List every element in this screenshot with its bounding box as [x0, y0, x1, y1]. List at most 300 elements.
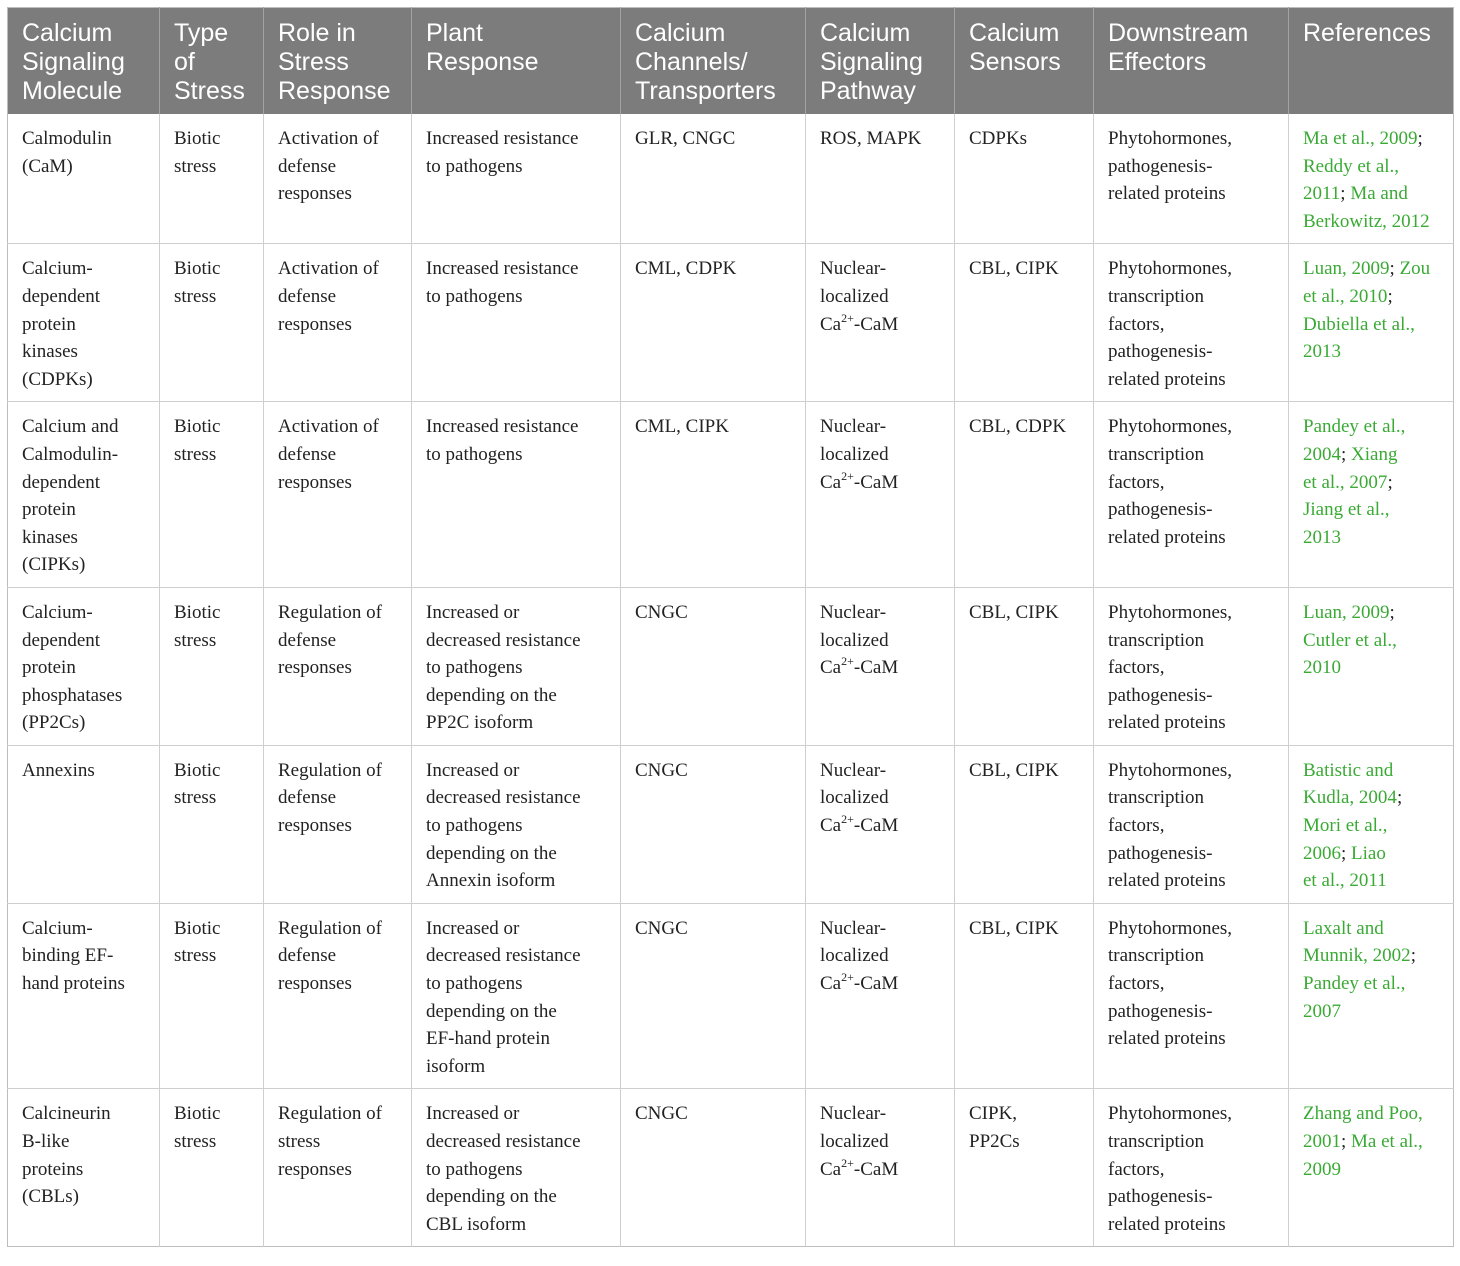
cell-effectors [1094, 114, 1289, 244]
cell-line: Biotic [174, 601, 221, 623]
reference-link[interactable]: Reddy et al., [1303, 155, 1400, 177]
cell-line: GLR, CNGC [635, 128, 736, 149]
cell-plant-response [412, 244, 621, 402]
cell-molecule [8, 587, 160, 745]
cell-line: Activation of [278, 128, 379, 149]
header-line: Signaling [820, 48, 923, 76]
cell-effectors [1094, 244, 1289, 402]
reference-link[interactable]: 2001 [1303, 1131, 1341, 1152]
cell-line: localized [820, 945, 889, 967]
cell-references [1289, 114, 1454, 244]
cell-line: Biotic [174, 128, 221, 149]
cell-line: protein [22, 499, 76, 521]
reference-separator: ; [1396, 787, 1403, 809]
reference-separator: ; [1389, 258, 1400, 280]
cell-line: Biotic [174, 759, 221, 781]
cell-line: Biotic [174, 917, 221, 939]
ca-cam-line: $Ca^{2+}$-CaM [820, 468, 899, 493]
cell-channels [621, 1089, 806, 1247]
cell-line: related proteins [1108, 526, 1226, 548]
reference-link[interactable]: Zou [1399, 258, 1431, 280]
cell-line: CNGC [635, 601, 688, 623]
cell-stress-type [160, 244, 264, 402]
cell-line: CML, CDPK [635, 258, 737, 280]
cell-plant-response [412, 745, 621, 903]
cell-line: stress [174, 787, 217, 809]
cell-line: responses [278, 815, 352, 837]
reference-line [1303, 1100, 1447, 1128]
cell-line: related proteins [1108, 1213, 1226, 1235]
cell-line: Calcium and [22, 416, 119, 438]
cell-line: CBL, CIPK [969, 601, 1059, 623]
cell-line: Phytohormones, [1108, 416, 1233, 438]
header-line: Role in [278, 19, 356, 47]
reference-link[interactable]: Pandey et al., [1303, 416, 1406, 438]
cell-stress-type [160, 402, 264, 588]
reference-separator: ; [1340, 183, 1351, 205]
cell-line: to pathogens [426, 285, 523, 307]
reference-line [1303, 496, 1447, 524]
header-line: Calcium [635, 19, 726, 47]
cell-line: localized [820, 787, 889, 809]
reference-link[interactable]: et al., 2011 [1303, 870, 1387, 892]
cell-line: CBL, CIPK [969, 258, 1059, 280]
cell-line: PP2Cs [969, 1131, 1020, 1152]
column-header-role [264, 8, 412, 115]
cell-line: related proteins [1108, 870, 1226, 892]
column-header-sensors [955, 8, 1094, 115]
table-row [8, 745, 1454, 903]
reference-link[interactable]: Batistic and [1303, 759, 1394, 781]
reference-line [1303, 469, 1447, 497]
reference-link[interactable]: Luan, 2009 [1303, 258, 1390, 280]
cell-sensors [955, 244, 1094, 402]
reference-line [1303, 125, 1447, 153]
reference-separator: ; [1417, 128, 1423, 149]
cell-stress-type [160, 587, 264, 745]
table-body [8, 114, 1454, 1247]
reference-link[interactable]: Kudla, 2004 [1303, 787, 1397, 809]
calcium-signaling-table [7, 7, 1454, 1247]
cell-line: Biotic [174, 416, 221, 438]
cell-line: CML, CIPK [635, 416, 729, 438]
cell-line: transcription [1108, 1131, 1205, 1152]
reference-link[interactable]: Ma et al., [1351, 1131, 1423, 1152]
reference-line [1303, 840, 1447, 868]
header-line: Response [426, 48, 539, 76]
cell-references [1289, 587, 1454, 745]
reference-link[interactable]: et al., 2010 [1303, 285, 1388, 307]
reference-line [1303, 441, 1447, 469]
cell-line: responses [278, 313, 352, 335]
reference-link[interactable]: Munnik, 2002 [1303, 945, 1411, 967]
reference-link[interactable]: 2007 [1303, 1000, 1341, 1022]
reference-link[interactable]: 2010 [1303, 657, 1341, 679]
cell-role [264, 244, 412, 402]
cell-line: to pathogens [426, 155, 523, 177]
reference-link[interactable]: 2011 [1303, 183, 1341, 205]
column-header-stress-type [160, 8, 264, 115]
cell-pathway [806, 114, 955, 244]
table-row [8, 587, 1454, 745]
reference-line [1303, 413, 1447, 441]
ca-cam-line: $Ca^{2+}$-CaM [820, 654, 899, 679]
cell-effectors [1094, 587, 1289, 745]
cell-role [264, 114, 412, 244]
cell-line: dependent [22, 471, 101, 493]
cell-line: Calcium- [22, 258, 93, 280]
cell-pathway [806, 402, 955, 588]
column-header-molecule [8, 8, 160, 115]
cell-line: protein [22, 313, 76, 335]
cell-molecule [8, 114, 160, 244]
cell-plant-response [412, 1089, 621, 1247]
cell-line: Regulation of [278, 1103, 382, 1125]
cell-line: decreased resistance [426, 945, 581, 967]
cell-line: responses [278, 973, 352, 995]
cell-line: Nuclear- [820, 917, 887, 939]
cell-line: CBL, CIPK [969, 917, 1059, 939]
cell-line: stress [174, 1131, 217, 1152]
cell-line: stress [174, 285, 217, 307]
cell-line: defense [278, 629, 337, 651]
cell-line: Biotic [174, 1103, 221, 1125]
header-line: Pathway [820, 77, 916, 105]
cell-effectors [1094, 903, 1289, 1089]
column-header-plant-response [412, 8, 621, 115]
ca-cam-line: $Ca^{2+}$-CaM [820, 310, 899, 335]
cell-line: phosphatases [22, 684, 123, 706]
cell-line: CBL, CDPK [969, 416, 1067, 438]
cell-line: localized [820, 285, 889, 307]
header-line: of [174, 48, 195, 76]
cell-pathway [806, 1089, 955, 1247]
reference-link[interactable]: Xiang [1351, 443, 1398, 465]
cell-line: to pathogens [426, 1158, 523, 1180]
column-header-channels [621, 8, 806, 115]
cell-line: Regulation of [278, 759, 382, 781]
cell-sensors [955, 114, 1094, 244]
cell-molecule [8, 903, 160, 1089]
reference-link[interactable]: 2013 [1303, 341, 1341, 363]
cell-line: Nuclear- [820, 416, 887, 438]
cell-line: kinases [22, 526, 78, 548]
reference-separator: ; [1341, 842, 1352, 864]
reference-line [1303, 524, 1447, 552]
reference-line [1303, 867, 1447, 895]
cell-line: to pathogens [426, 657, 523, 679]
cell-effectors [1094, 1089, 1289, 1247]
cell-line: to pathogens [426, 815, 523, 837]
table-row [8, 114, 1454, 244]
cell-stress-type [160, 903, 264, 1089]
cell-line: transcription [1108, 787, 1205, 809]
header-line: Downstream [1108, 19, 1249, 47]
header-line: Sensors [969, 48, 1061, 76]
cell-sensors [955, 587, 1094, 745]
cell-line: B-like [22, 1131, 70, 1152]
cell-stress-type [160, 745, 264, 903]
cell-line: depending on the [426, 684, 557, 706]
table-row [8, 1089, 1454, 1247]
reference-separator: ; [1341, 1131, 1352, 1152]
cell-role [264, 903, 412, 1089]
cell-role [264, 587, 412, 745]
cell-line: Phytohormones, [1108, 601, 1233, 623]
reference-link[interactable]: 2006 [1303, 842, 1341, 864]
header-line: Calcium [820, 19, 911, 47]
reference-link[interactable]: Luan, 2009 [1303, 601, 1390, 623]
cell-sensors [955, 402, 1094, 588]
column-header-pathway [806, 8, 955, 115]
cell-molecule [8, 402, 160, 588]
reference-line [1303, 998, 1447, 1026]
cell-line: Increased resistance [426, 416, 579, 438]
cell-line: related proteins [1108, 712, 1226, 734]
reference-line [1303, 153, 1447, 181]
cell-role [264, 1089, 412, 1247]
cell-molecule [8, 745, 160, 903]
cell-line: Increased or [426, 759, 520, 781]
cell-line: Nuclear- [820, 1103, 887, 1125]
reference-line [1303, 757, 1447, 785]
reference-link[interactable]: Ma and [1350, 183, 1408, 205]
reference-separator: ; [1387, 471, 1393, 493]
cell-line: responses [278, 1158, 352, 1180]
reference-line [1303, 311, 1447, 339]
reference-line [1303, 654, 1447, 682]
cell-line: Phytohormones, [1108, 258, 1233, 280]
reference-line [1303, 208, 1447, 236]
cell-line: localized [820, 629, 889, 651]
reference-link[interactable]: 2004 [1303, 443, 1341, 465]
cell-line: isoform [426, 1055, 486, 1077]
cell-references [1289, 745, 1454, 903]
reference-separator: ; [1389, 601, 1395, 623]
cell-sensors [955, 1089, 1094, 1247]
cell-line: factors, [1108, 313, 1165, 335]
cell-line: Calmodulin- [22, 443, 119, 465]
cell-line: protein [22, 657, 76, 679]
ca-cam-line: $Ca^{2+}$-CaM [820, 970, 899, 995]
cell-line: CNGC [635, 759, 688, 781]
cell-line: responses [278, 657, 352, 679]
cell-line: binding EF- [22, 945, 114, 967]
cell-effectors [1094, 402, 1289, 588]
header-line: Effectors [1108, 48, 1207, 76]
cell-stress-type [160, 1089, 264, 1247]
cell-line: stress [278, 1131, 321, 1152]
reference-link[interactable]: Pandey et al., [1303, 973, 1406, 995]
header-line: Transporters [635, 77, 776, 105]
cell-line: (PP2Cs) [22, 712, 86, 734]
cell-line: Nuclear- [820, 759, 887, 781]
cell-plant-response [412, 903, 621, 1089]
cell-line: transcription [1108, 629, 1205, 651]
cell-channels [621, 114, 806, 244]
cell-line: dependent [22, 629, 101, 651]
reference-line [1303, 812, 1447, 840]
cell-references [1289, 244, 1454, 402]
table-row [8, 402, 1454, 588]
cell-line: Nuclear- [820, 601, 887, 623]
cell-line: transcription [1108, 443, 1205, 465]
cell-line: stress [174, 945, 217, 967]
cell-references [1289, 402, 1454, 588]
reference-separator: ; [1341, 443, 1352, 465]
cell-line: pathogenesis- [1108, 1186, 1213, 1208]
cell-channels [621, 244, 806, 402]
column-header-effectors [1094, 8, 1289, 115]
cell-line: (CBLs) [22, 1186, 79, 1208]
cell-channels [621, 903, 806, 1089]
cell-line: CBL, CIPK [969, 759, 1059, 781]
ca-cam-line: $Ca^{2+}$-CaM [820, 812, 899, 837]
reference-separator: ; [1410, 945, 1416, 967]
header-line: Calcium [969, 19, 1060, 47]
cell-line: Calmodulin [22, 128, 112, 149]
cell-line: factors, [1108, 815, 1165, 837]
cell-line: Increased or [426, 601, 520, 623]
cell-line: localized [820, 1131, 889, 1152]
cell-line: Biotic [174, 258, 221, 280]
cell-channels [621, 402, 806, 588]
reference-line [1303, 784, 1447, 812]
cell-plant-response [412, 114, 621, 244]
cell-line: hand proteins [22, 973, 125, 995]
reference-line [1303, 338, 1447, 366]
header-line: Stress [174, 77, 245, 105]
cell-line: Activation of [278, 258, 379, 280]
reference-line [1303, 180, 1447, 208]
reference-link[interactable]: Mori et al., [1303, 815, 1388, 837]
cell-stress-type [160, 114, 264, 244]
header-line: Response [278, 77, 391, 105]
cell-molecule [8, 244, 160, 402]
cell-line: Nuclear- [820, 258, 887, 280]
column-header-references [1289, 8, 1454, 115]
header-line: Signaling [22, 48, 125, 76]
cell-line: stress [174, 443, 217, 465]
cell-line: pathogenesis- [1108, 684, 1213, 706]
cell-line: pathogenesis- [1108, 155, 1213, 177]
cell-sensors [955, 745, 1094, 903]
reference-link[interactable]: Liao [1351, 842, 1386, 864]
cell-line: Annexin isoform [426, 870, 556, 892]
cell-line: depending on the [426, 1186, 557, 1208]
reference-link[interactable]: Jiang et al., [1303, 499, 1390, 521]
cell-line: kinases [22, 341, 78, 363]
cell-line: Phytohormones, [1108, 917, 1233, 939]
cell-references [1289, 1089, 1454, 1247]
reference-link[interactable]: et al., 2007 [1303, 471, 1388, 493]
reference-link[interactable]: Dubiella et al., [1303, 313, 1415, 335]
cell-line: related proteins [1108, 1028, 1226, 1050]
table-row [8, 903, 1454, 1089]
cell-line: CNGC [635, 1103, 688, 1125]
header-line: References [1303, 19, 1431, 47]
cell-line: transcription [1108, 945, 1205, 967]
cell-line: CDPKs [969, 128, 1028, 149]
reference-line [1303, 1156, 1447, 1184]
cell-line: Increased or [426, 917, 520, 939]
cell-line: (CaM) [22, 155, 73, 177]
header-line: Molecule [22, 77, 123, 105]
reference-line [1303, 255, 1447, 283]
header-line: Plant [426, 19, 483, 47]
cell-line: transcription [1108, 285, 1205, 307]
cell-line: CBL isoform [426, 1213, 527, 1235]
table-row [8, 244, 1454, 402]
cell-line: localized [820, 443, 889, 465]
cell-line: (CDPKs) [22, 368, 93, 390]
reference-link[interactable]: Berkowitz, 2012 [1303, 210, 1430, 232]
cell-line: factors, [1108, 1158, 1165, 1180]
cell-plant-response [412, 402, 621, 588]
cell-line: defense [278, 945, 337, 967]
cell-line: Regulation of [278, 601, 382, 623]
cell-line: pathogenesis- [1108, 341, 1213, 363]
cell-line: pathogenesis- [1108, 499, 1213, 521]
cell-line: Regulation of [278, 917, 382, 939]
cell-line: Calcineurin [22, 1103, 111, 1125]
cell-role [264, 745, 412, 903]
cell-line: factors, [1108, 471, 1165, 493]
reference-separator: ; [1387, 285, 1393, 307]
cell-line: stress [174, 629, 217, 651]
cell-line: (CIPKs) [22, 554, 86, 576]
cell-line: Annexins [22, 759, 95, 781]
reference-line [1303, 283, 1447, 311]
cell-line: Calcium- [22, 601, 93, 623]
reference-line [1303, 1128, 1447, 1156]
reference-link[interactable]: Zhang and Poo, [1303, 1103, 1423, 1125]
cell-line: Phytohormones, [1108, 128, 1233, 149]
cell-line: pathogenesis- [1108, 1000, 1213, 1022]
cell-line: decreased resistance [426, 787, 581, 809]
cell-line: Activation of [278, 416, 379, 438]
cell-line: stress [174, 155, 217, 177]
cell-line: PP2C isoform [426, 712, 534, 734]
ca-cam-line: $Ca^{2+}$-CaM [820, 1155, 899, 1180]
cell-channels [621, 587, 806, 745]
reference-line [1303, 599, 1447, 627]
cell-pathway [806, 587, 955, 745]
reference-link[interactable]: 2013 [1303, 526, 1341, 548]
cell-line: responses [278, 183, 352, 205]
cell-line: related proteins [1108, 183, 1226, 205]
reference-link[interactable]: Laxalt and [1303, 917, 1384, 939]
cell-role [264, 402, 412, 588]
cell-effectors [1094, 745, 1289, 903]
cell-line: decreased resistance [426, 629, 581, 651]
cell-line: CNGC [635, 917, 688, 939]
cell-pathway [806, 903, 955, 1089]
header-line: Stress [278, 48, 349, 76]
cell-references [1289, 903, 1454, 1089]
reference-link[interactable]: 2009 [1303, 1158, 1341, 1180]
reference-link[interactable]: Ma et al., 2009 [1303, 128, 1418, 149]
cell-line: EF-hand protein [426, 1028, 551, 1050]
cell-line: defense [278, 155, 337, 177]
reference-line [1303, 915, 1447, 943]
cell-molecule [8, 1089, 160, 1247]
cell-line: pathogenesis- [1108, 842, 1213, 864]
cell-line: dependent [22, 285, 101, 307]
cell-channels [621, 745, 806, 903]
reference-link[interactable]: Cutler et al., [1303, 629, 1397, 651]
cell-line: depending on the [426, 1000, 557, 1022]
